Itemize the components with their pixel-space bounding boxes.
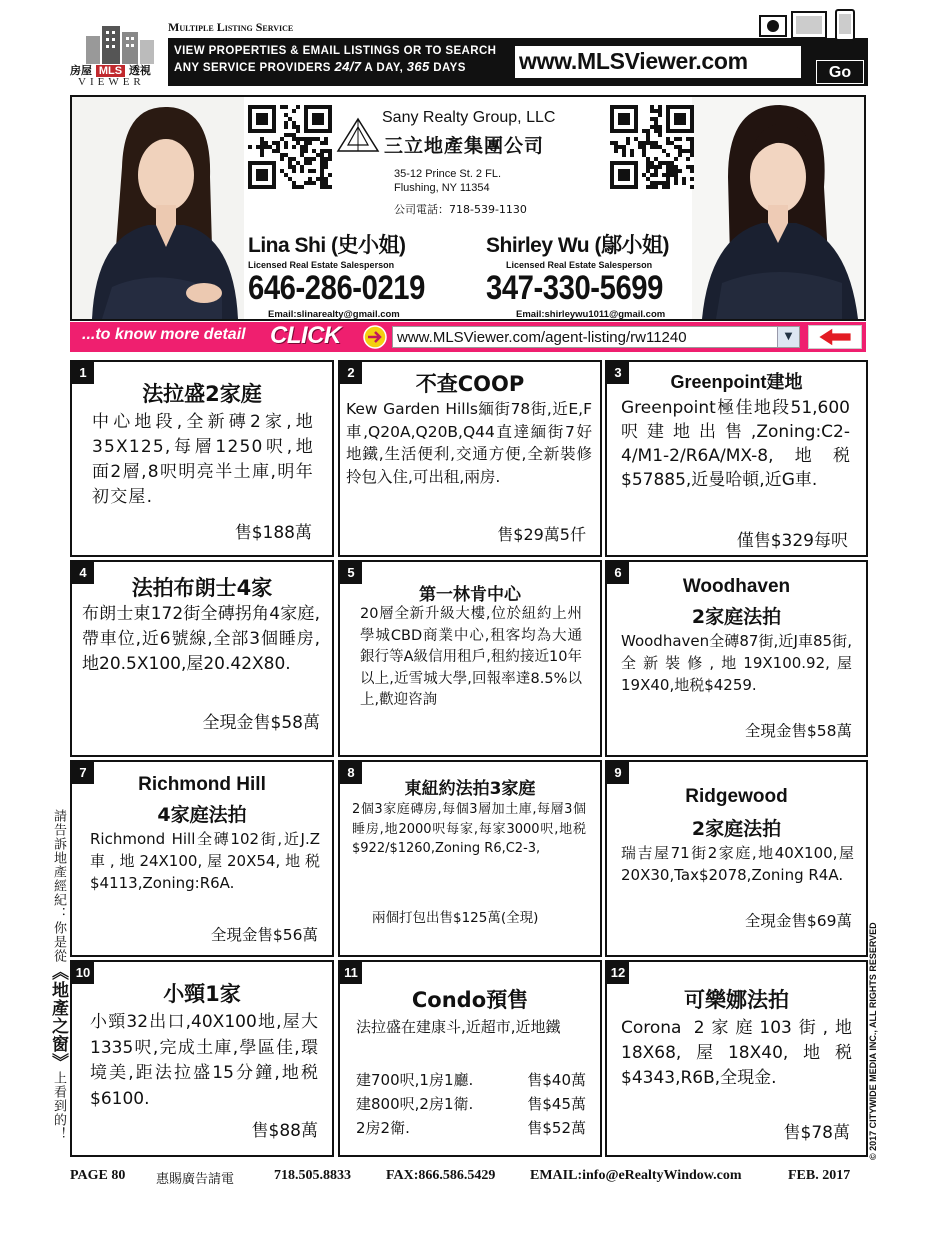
tagline-part: DAYS — [429, 62, 466, 74]
listing-body: 法拉盛在建康斗,近超市,近地鐵 — [356, 1018, 561, 1036]
chevron-down-icon[interactable]: ▼ — [777, 327, 799, 347]
agent-name-en: Shirley Wu — [486, 234, 590, 257]
unit-row — [356, 1116, 586, 1140]
listing-card-5[interactable] — [338, 560, 602, 757]
agent-license: Licensed Real Estate Salesperson — [506, 260, 653, 270]
listing-price: 兩個打包出售$125萬(全現) — [372, 910, 539, 926]
agent-phone[interactable]: 347-330-5699 — [486, 269, 663, 307]
company-phone: 公司電話：718-539-1130 — [394, 203, 527, 216]
listing-number: 9 — [607, 762, 629, 784]
unit-price: 售$52萬 — [527, 1119, 586, 1137]
listing-card-9[interactable] — [605, 760, 868, 957]
listing-price: 僅售$329每呎 — [736, 531, 848, 551]
arrow-right-icon[interactable] — [362, 325, 388, 349]
listing-body: Kew Garden Hills緬街78街,近E,F車,Q20A,Q20B,Q44直達緬街7好地鐵,生活便利,交通方便,全新裝修拎包入住,可出租,兩房. — [346, 400, 592, 486]
agent-portrait-right — [692, 97, 864, 319]
listing-body: Woodhaven全磚87街,近J車85街,全新裝修,地19X100.92,屋19X40,地税$4259. — [621, 632, 852, 694]
listing-card-7[interactable] — [70, 760, 334, 957]
unit-desc: 建700呎,1房1廳. — [356, 1071, 474, 1089]
unit-desc: 2房2衛. — [356, 1119, 410, 1137]
issue-date: FEB. 2017 — [788, 1168, 851, 1183]
listing-title: 不查COOP — [415, 372, 525, 396]
copyright: © 2017 CITYWIDE MEDIA INC., ALL RIGHTS RESERVED — [868, 922, 878, 1160]
listing-number: 4 — [72, 562, 94, 584]
listing-subtitle: 2家庭法拍 — [691, 606, 782, 628]
listing-card-3[interactable] — [605, 360, 868, 557]
listing-number: 2 — [340, 362, 362, 384]
agent-license: Licensed Real Estate Salesperson — [248, 260, 395, 270]
tagline-line-1: VIEW PROPERTIES & EMAIL LISTINGS OR TO SEARCH — [174, 45, 497, 57]
listing-price: 售$188萬 — [234, 523, 312, 543]
qr-code-shirley[interactable] — [610, 105, 694, 189]
click-button[interactable]: CLICK — [270, 322, 341, 349]
listing-title: Woodhaven — [682, 576, 791, 597]
listing-number: 11 — [340, 962, 362, 984]
tagline-24-7: 24/7 — [334, 59, 362, 74]
listing-body: 2個3家庭磚房,每個3層加土庫,每層3個睡房,地2000呎每家,每家3000呎,地税$922/$1260,Zoning R6,C2-3, — [352, 802, 586, 856]
listing-number: 10 — [72, 962, 94, 984]
logo-cn2: 透視 — [128, 64, 151, 77]
unit-row — [356, 1092, 586, 1116]
listing-price: 全現金售$56萬 — [210, 926, 318, 944]
listing-price: 全現金售$69萬 — [744, 912, 852, 930]
agent-shirley — [486, 229, 692, 320]
tagline-part: ANY SERVICE PROVIDERS — [174, 62, 335, 74]
know-more-label: ...to know more detail — [82, 326, 246, 343]
listing-subtitle: 2家庭法拍 — [691, 818, 782, 840]
listing-card-6[interactable] — [605, 560, 868, 757]
side-note-2: 《地產之窗》 — [48, 963, 68, 1071]
listing-price: 售$88萬 — [251, 1121, 318, 1141]
listing-price: 全現金售$58萬 — [202, 713, 320, 733]
agent-email[interactable]: Email:slinarealty@gmail.com — [268, 309, 400, 320]
site-url[interactable]: www.MLSViewer.com — [519, 48, 748, 74]
listing-title: 可樂娜法拍 — [684, 988, 789, 1012]
page-number: PAGE 80 — [70, 1168, 126, 1183]
listing-body: 中心地段,全新磚2家,地35X125,每層1250呎,地面2層,8呎明亮半土庫,明年初交屋. — [92, 412, 314, 507]
listing-card-11[interactable] — [338, 960, 602, 1157]
company-name-zh: 三立地產集團公司 — [384, 135, 545, 157]
listing-subtitle: 4家庭法拍 — [157, 804, 247, 826]
unit-desc: 建800呎,2房1衛. — [356, 1095, 474, 1113]
click-bar — [70, 322, 866, 352]
tagline-365: 365 — [406, 59, 430, 74]
buildings-icon — [72, 22, 158, 64]
listing-number: 5 — [340, 562, 362, 584]
unit-list — [356, 1068, 586, 1140]
agent-name-zh: (史小姐) — [331, 234, 406, 257]
listing-title: 小頸1家 — [163, 982, 241, 1006]
listing-number: 8 — [340, 762, 362, 784]
unit-price: 售$40萬 — [527, 1071, 586, 1089]
unit-price: 售$45萬 — [527, 1095, 586, 1113]
agent-url[interactable]: www.MLSViewer.com/agent-listing/rw11240 — [397, 329, 687, 346]
listing-price: 售$78萬 — [783, 1123, 850, 1143]
listing-title: Condo預售 — [411, 988, 529, 1012]
arrow-left-icon[interactable] — [808, 325, 862, 349]
listing-body: Corona 2家庭103街,地18X68,屋18X40,地税$4343,R6B,全現金. — [621, 1018, 852, 1088]
listing-price: 全現金售$58萬 — [744, 722, 852, 740]
listing-number: 7 — [72, 762, 94, 784]
listing-body: Richmond Hill全磚102街,近J.Z車,地24X100,屋20X54,地税$4113,Zoning:R6A. — [90, 830, 320, 892]
listing-body: 小頸32出口,40X100地,屋大1335呎,完成土庫,學區佳,環境美,距法拉盛15分鐘,地税$6100. — [90, 1012, 318, 1109]
address-line-2: Flushing, NY 11354 — [394, 182, 490, 194]
side-note-1: 請告訴地產經紀：你是從 — [51, 809, 66, 963]
tagline-line-2 — [174, 59, 496, 76]
listing-body: 瑞吉屋71街2家庭,地40X100,屋20X30,Tax$2078,Zoning R4A. — [621, 844, 854, 884]
agent-banner — [70, 95, 866, 321]
agent-name — [486, 229, 692, 259]
listing-title: 東紐約法拍3家庭 — [404, 779, 536, 799]
logo-cn: 房屋 — [70, 64, 92, 77]
listing-title: Richmond Hill — [138, 774, 266, 795]
email[interactable]: EMAIL:info@eRealtyWindow.com — [530, 1168, 742, 1183]
listing-price: 售$29萬5仟 — [497, 525, 586, 544]
qr-code-lina[interactable] — [248, 105, 332, 189]
agent-name-zh: (鄔小姐) — [594, 234, 669, 257]
agent-name — [248, 229, 454, 259]
tagline-part: A DAY, — [361, 62, 407, 74]
agent-url-field[interactable] — [392, 326, 800, 348]
company-name-en: Sany Realty Group, LLC — [382, 109, 556, 126]
unit-row — [356, 1068, 586, 1092]
logo-mls: MLS — [96, 65, 125, 77]
address-line-1: 35-12 Prince St. 2 FL. — [394, 168, 501, 180]
listing-body: 布朗士東172街全磚拐角4家庭,帶車位,近6號線,全部3個睡房,地20.5X100,屋20.42X80. — [82, 604, 320, 674]
company-logo-icon — [336, 117, 380, 153]
listing-body: 20層全新升級大樓,位於紐約上州學城CBD商業中心,租客均為大通銀行等A級信用租戶,租約接近10年以上,近雪城大學,回報率達8.5%以上,歡迎咨詢 — [360, 606, 582, 708]
listing-number: 3 — [607, 362, 629, 384]
listing-title: 法拍布朗士4家 — [131, 576, 273, 600]
devices-icon — [758, 8, 868, 48]
listing-body: Greenpoint極佳地段51,600呎建地出售,Zoning:C2-4/M1-2/R6A/MX-8,地税$57885,近曼哈頓,近G車. — [621, 398, 850, 490]
listing-title: 法拉盛2家庭 — [142, 382, 262, 406]
site-header — [70, 18, 870, 88]
ads-phone[interactable]: 718.505.8833 — [274, 1168, 351, 1183]
agent-portrait-left — [72, 97, 244, 319]
listing-card-2[interactable] — [338, 360, 602, 557]
listing-card-10[interactable] — [70, 960, 334, 1157]
listing-card-4[interactable] — [70, 560, 334, 757]
go-button[interactable]: Go — [816, 60, 864, 84]
listing-title: Greenpoint建地 — [670, 372, 803, 392]
listing-number: 6 — [607, 562, 629, 584]
fax: FAX:866.586.5429 — [386, 1168, 496, 1183]
agent-email[interactable]: Email:shirleywu1011@gmail.com — [516, 309, 666, 320]
side-note-3: 上看到的！ — [51, 1071, 66, 1141]
agent-phone[interactable]: 646-286-0219 — [248, 269, 425, 307]
agent-photo-shirley — [692, 97, 864, 319]
agent-photo-lina — [72, 97, 244, 319]
listing-number: 12 — [607, 962, 629, 984]
site-url-box[interactable] — [513, 44, 803, 80]
listing-title: Ridgewood — [685, 786, 788, 807]
listing-title: 第一林肯中心 — [419, 585, 521, 605]
logo-viewer: VIEWER — [78, 76, 145, 88]
ads-label: 惠賜廣告請電 — [156, 1172, 235, 1187]
tagline — [174, 43, 496, 76]
listing-card-12[interactable] — [605, 960, 868, 1157]
listing-card-8[interactable] — [338, 760, 602, 957]
mls-title: Multiple Listing Service — [168, 20, 294, 34]
mls-viewer-logo[interactable] — [70, 18, 162, 88]
listing-card-1[interactable] — [70, 360, 334, 557]
agent-name-en: Lina Shi — [248, 234, 326, 257]
agent-lina — [248, 229, 454, 320]
mls-banner — [168, 20, 868, 86]
listing-number: 1 — [72, 362, 94, 384]
side-note — [44, 780, 66, 1170]
company-address — [394, 167, 501, 195]
